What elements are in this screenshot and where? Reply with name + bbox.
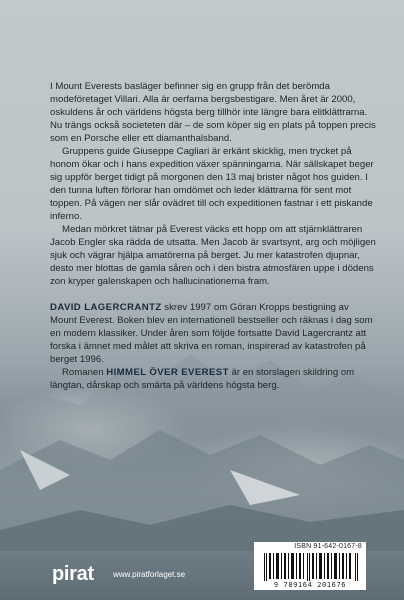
blurb-paragraph-2: Gruppens guide Giuseppe Cagliari är erkänt skicklig, men trycket på honom ökar och i hans expedition växer spänningarna. När sällskapet beger sig uppför berget tidigt på morgonen den 13 maj brister något hos guiden. I den tunna luften förlorar han omdömet och leder klättrarna för sent mot toppen. På vägen ner slår ovädret till och expeditionen fastnar i ett piskande inferno.	[50, 146, 374, 222]
novel-title: HIMMEL ÖVER EVEREST	[106, 367, 229, 378]
isbn-label: ISBN 91-642-0167-8	[294, 543, 362, 550]
novel-intro: Romanen	[62, 367, 107, 378]
back-cover-text	[50, 80, 378, 392]
author-bio	[50, 301, 378, 366]
publisher-logo: pirat	[52, 563, 94, 585]
barcode-graphic	[264, 553, 360, 581]
novel-text: är en storslagen skildring om längtan, dårskap och smärta på världens högsta berg.	[50, 367, 355, 391]
blurb-paragraph-1: I Mount Everests basläger befinner sig en grupp från det berömda modeföretaget Villari. Alla är oerfarna bergsbestigare. Men året är 2000, oskuldens år och världens högsta berg tillhör inte längre bara elitklättrarna. Nu trängs också societeten där – de som köper sig en plats på toppen precis som en Porsche eller ett diamanthalsband.	[50, 81, 376, 144]
blurb-paragraph-3: Medan mörkret tätnar på Everest väcks ett hopp om att stjärnklättraren Jacob Engler ska rädda de utsatta. Men Jacob är svartsynt, arg och möjligen sjuk och vägrar hjälpa amatörerna på berget. Ju mer katastrofen djupnar, desto mer blottas de gamla såren och i den bistra atmosfären uppe i dödens zon kryper galenskapen och hallucinationerna fram.	[50, 224, 376, 287]
novel-description	[50, 366, 378, 392]
author-name: DAVID LAGERCRANTZ	[50, 302, 162, 313]
publisher-website: www.piratforlaget.se	[113, 570, 186, 579]
barcode-number: 9 789164 201676	[273, 581, 347, 589]
author-bio-text: skrev 1997 om Göran Kropps bestigning av Mount Everest. Boken blev en internationell bestseller och räknas i dag som en modern klassiker. Under åren som följde fortsatte David Lagercrantz att forska i ämnet med målet att skriva en roman, inspirerad av katastrofen på berget 1996.	[50, 302, 373, 365]
